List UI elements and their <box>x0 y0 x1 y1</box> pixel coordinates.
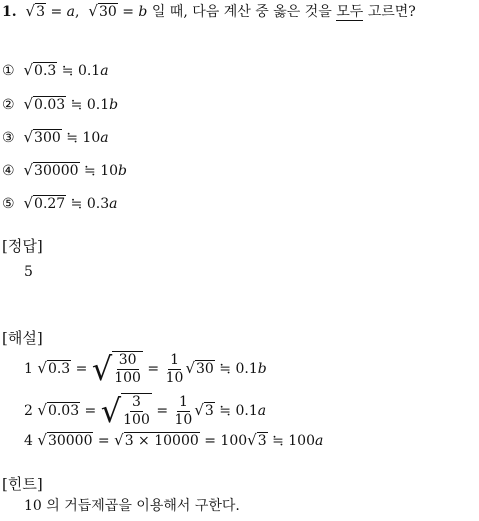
answer-heading: [정답] <box>2 237 43 255</box>
explanation-line-1: 1 √0.3 = √ $\frac{30}{100}$ = $\frac{1}{10}$ √30 ≒ 0.1b <box>24 350 267 388</box>
choice-item[interactable]: ① √0.3 ≒ 0.1a <box>2 61 109 79</box>
choice-item[interactable]: ② √0.03 ≒ 0.1b <box>2 95 119 113</box>
question-stem: 1. √3 = a, √30 = b 일 때, 다음 계산 중 옳은 것을 모두 고르면? <box>2 2 416 20</box>
choice-sqrt: √0.27 <box>23 194 66 212</box>
hint-text: 10 의 거듭제곱을 이용해서 구한다. <box>24 498 240 514</box>
choice-mark: ④ <box>2 163 15 179</box>
underlined-all: 모두 <box>336 4 364 20</box>
choice-mark: ⑤ <box>2 196 15 212</box>
choice-mark: ② <box>2 97 15 113</box>
choice-item[interactable]: ③ √300 ≒ 10a <box>2 128 109 146</box>
explanation-line-2: 2 √0.03 = √ $\frac{3}{100}$ = $\frac{1}{10}$ √3 ≒ 0.1a <box>24 392 267 430</box>
choice-sqrt: √0.03 <box>23 95 66 113</box>
choice-sqrt: √30000 <box>23 161 79 179</box>
question-number: 1. <box>2 4 17 20</box>
explanation-heading: [해설] <box>2 329 43 347</box>
answer-value: 5 <box>24 264 33 280</box>
choice-sqrt: √300 <box>23 128 61 146</box>
sqrt-3: √3 <box>25 2 46 20</box>
choice-sqrt: √0.3 <box>23 61 57 79</box>
choice-item[interactable]: ⑤ √0.27 ≒ 0.3a <box>2 194 118 212</box>
choice-mark: ① <box>2 63 15 79</box>
explanation-line-3: 4 √30000 = √3 × 10000 = 100√3 ≒ 100a <box>24 431 324 449</box>
choice-item[interactable]: ④ √30000 ≒ 10b <box>2 161 128 179</box>
choice-mark: ③ <box>2 130 15 146</box>
hint-heading: [힌트] <box>2 475 43 493</box>
sqrt-30: √30 <box>88 2 117 20</box>
